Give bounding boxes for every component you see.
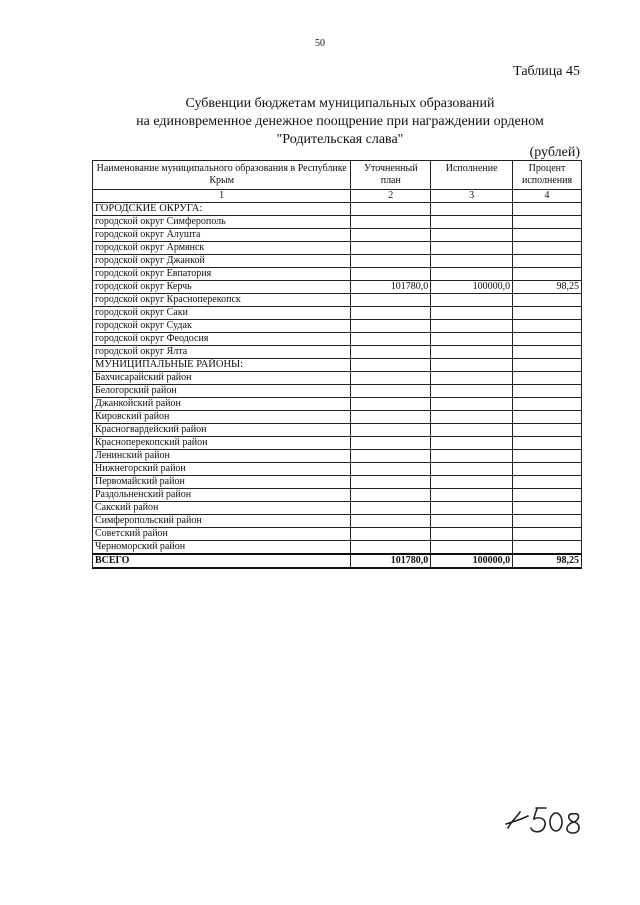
- row-execution: [431, 294, 513, 307]
- table-row: [93, 437, 582, 450]
- row-name: Бахчисарайский район: [93, 372, 351, 385]
- table-row: [93, 463, 582, 476]
- row-percent: [513, 203, 582, 216]
- row-plan: [351, 372, 431, 385]
- row-plan: [351, 294, 431, 307]
- title-line: Субвенции бюджетам муниципальных образований: [185, 96, 495, 111]
- table-row: [93, 229, 582, 242]
- total-execution: 100000,0: [431, 554, 513, 568]
- units-label: (рублей): [529, 145, 580, 160]
- row-percent: [513, 385, 582, 398]
- row-name: Красногвардейский район: [93, 424, 351, 437]
- row-execution: [431, 229, 513, 242]
- row-percent: [513, 528, 582, 541]
- row-name: МУНИЦИПАЛЬНЫЕ РАЙОНЫ:: [93, 359, 351, 372]
- row-execution: [431, 359, 513, 372]
- row-name: Джанкойский район: [93, 398, 351, 411]
- row-execution: [431, 320, 513, 333]
- row-execution: [431, 502, 513, 515]
- row-name: Сакский район: [93, 502, 351, 515]
- row-execution: [431, 515, 513, 528]
- row-execution: [431, 398, 513, 411]
- row-execution: 100000,0: [431, 281, 513, 294]
- row-name: ГОРОДСКИЕ ОКРУГА:: [93, 203, 351, 216]
- row-percent: [513, 515, 582, 528]
- row-name: Советский район: [93, 528, 351, 541]
- row-plan: [351, 424, 431, 437]
- handwritten-number-icon: [498, 800, 588, 840]
- table-row: [93, 242, 582, 255]
- row-execution: [431, 476, 513, 489]
- column-number: 2: [351, 190, 431, 203]
- row-execution: [431, 216, 513, 229]
- table-header-row: [93, 161, 582, 190]
- row-percent: [513, 372, 582, 385]
- row-name: Первомайский район: [93, 476, 351, 489]
- row-percent: [513, 476, 582, 489]
- row-percent: [513, 424, 582, 437]
- total-name: ВСЕГО: [93, 554, 351, 568]
- header-plan: Уточненный план: [351, 161, 431, 190]
- table-row: [93, 398, 582, 411]
- table-body: [93, 203, 582, 555]
- title-line: "Родительская слава": [276, 132, 404, 147]
- row-percent: [513, 320, 582, 333]
- table-row: [93, 255, 582, 268]
- row-name: Кировский район: [93, 411, 351, 424]
- subvention-table: [92, 160, 582, 569]
- total-percent: 98,25: [513, 554, 582, 568]
- row-execution: [431, 346, 513, 359]
- row-percent: [513, 398, 582, 411]
- row-plan: [351, 255, 431, 268]
- row-execution: [431, 268, 513, 281]
- row-execution: [431, 307, 513, 320]
- row-execution: [431, 528, 513, 541]
- row-name: городской округ Евпатория: [93, 268, 351, 281]
- row-name: городской округ Джанкой: [93, 255, 351, 268]
- row-plan: [351, 268, 431, 281]
- table-row: [93, 346, 582, 359]
- row-percent: [513, 502, 582, 515]
- column-number-row: [93, 190, 582, 203]
- table-row: [93, 372, 582, 385]
- row-execution: [431, 463, 513, 476]
- table-row: [93, 385, 582, 398]
- table-row: [93, 489, 582, 502]
- row-execution: [431, 424, 513, 437]
- row-name: городской округ Керчь: [93, 281, 351, 294]
- row-percent: [513, 255, 582, 268]
- row-percent: [513, 346, 582, 359]
- row-execution: [431, 333, 513, 346]
- row-plan: [351, 528, 431, 541]
- row-plan: [351, 307, 431, 320]
- row-execution: [431, 541, 513, 555]
- row-plan: [351, 502, 431, 515]
- table-row: [93, 294, 582, 307]
- row-plan: [351, 515, 431, 528]
- row-execution: [431, 385, 513, 398]
- row-percent: [513, 450, 582, 463]
- row-name: Раздольненский район: [93, 489, 351, 502]
- section-header-row: [93, 359, 582, 372]
- row-percent: [513, 463, 582, 476]
- column-number: 1: [93, 190, 351, 203]
- row-execution: [431, 411, 513, 424]
- row-name: Черноморский район: [93, 541, 351, 555]
- header-execution: Исполнение: [431, 161, 513, 190]
- table-row: [93, 476, 582, 489]
- header-percent: Процент исполнения: [513, 161, 582, 190]
- table-row: [93, 411, 582, 424]
- row-plan: [351, 242, 431, 255]
- table-row: [93, 515, 582, 528]
- page-number: 50: [315, 38, 325, 49]
- row-percent: [513, 294, 582, 307]
- table-row: [93, 281, 582, 294]
- row-plan: [351, 385, 431, 398]
- row-percent: [513, 359, 582, 372]
- row-plan: [351, 346, 431, 359]
- row-percent: [513, 242, 582, 255]
- row-percent: [513, 307, 582, 320]
- document-title: [90, 95, 590, 149]
- total-row: [93, 554, 582, 568]
- row-execution: [431, 437, 513, 450]
- table-row: [93, 320, 582, 333]
- title-line: на единовременное денежное поощрение при награждении орденом: [136, 114, 544, 129]
- row-name: городской округ Армянск: [93, 242, 351, 255]
- row-plan: [351, 450, 431, 463]
- row-name: городской округ Саки: [93, 307, 351, 320]
- table-row: [93, 528, 582, 541]
- row-name: Нижнегорский район: [93, 463, 351, 476]
- row-plan: [351, 320, 431, 333]
- row-name: городской округ Красноперекопск: [93, 294, 351, 307]
- column-number: 3: [431, 190, 513, 203]
- row-plan: [351, 398, 431, 411]
- row-execution: [431, 255, 513, 268]
- row-plan: [351, 463, 431, 476]
- row-name: Красноперекопский район: [93, 437, 351, 450]
- row-plan: [351, 489, 431, 502]
- row-plan: [351, 333, 431, 346]
- row-name: городской округ Судак: [93, 320, 351, 333]
- row-name: Ленинский район: [93, 450, 351, 463]
- table-label: Таблица 45: [513, 64, 580, 79]
- row-percent: [513, 541, 582, 555]
- row-percent: 98,25: [513, 281, 582, 294]
- header-name: Наименование муниципального образования в Республике Крым: [93, 161, 351, 190]
- row-execution: [431, 242, 513, 255]
- row-name: городской округ Ялта: [93, 346, 351, 359]
- row-plan: 101780,0: [351, 281, 431, 294]
- row-execution: [431, 489, 513, 502]
- row-plan: [351, 216, 431, 229]
- row-percent: [513, 437, 582, 450]
- row-name: городской округ Алушта: [93, 229, 351, 242]
- row-name: городской округ Феодосия: [93, 333, 351, 346]
- total-plan: 101780,0: [351, 554, 431, 568]
- table-row: [93, 424, 582, 437]
- row-plan: [351, 476, 431, 489]
- row-execution: [431, 450, 513, 463]
- row-execution: [431, 372, 513, 385]
- table-row: [93, 216, 582, 229]
- row-percent: [513, 411, 582, 424]
- row-percent: [513, 489, 582, 502]
- row-percent: [513, 229, 582, 242]
- row-plan: [351, 437, 431, 450]
- row-plan: [351, 229, 431, 242]
- row-name: Белогорский район: [93, 385, 351, 398]
- table-row: [93, 541, 582, 555]
- table-row: [93, 268, 582, 281]
- row-plan: [351, 203, 431, 216]
- handwritten-page-number: [498, 800, 588, 840]
- row-percent: [513, 268, 582, 281]
- column-number: 4: [513, 190, 582, 203]
- row-name: Симферопольский район: [93, 515, 351, 528]
- row-plan: [351, 411, 431, 424]
- table-row: [93, 502, 582, 515]
- row-execution: [431, 203, 513, 216]
- table-row: [93, 450, 582, 463]
- table-row: [93, 333, 582, 346]
- row-plan: [351, 359, 431, 372]
- row-plan: [351, 541, 431, 555]
- row-percent: [513, 216, 582, 229]
- table-row: [93, 307, 582, 320]
- row-percent: [513, 333, 582, 346]
- section-header-row: [93, 203, 582, 216]
- row-name: городской округ Симферополь: [93, 216, 351, 229]
